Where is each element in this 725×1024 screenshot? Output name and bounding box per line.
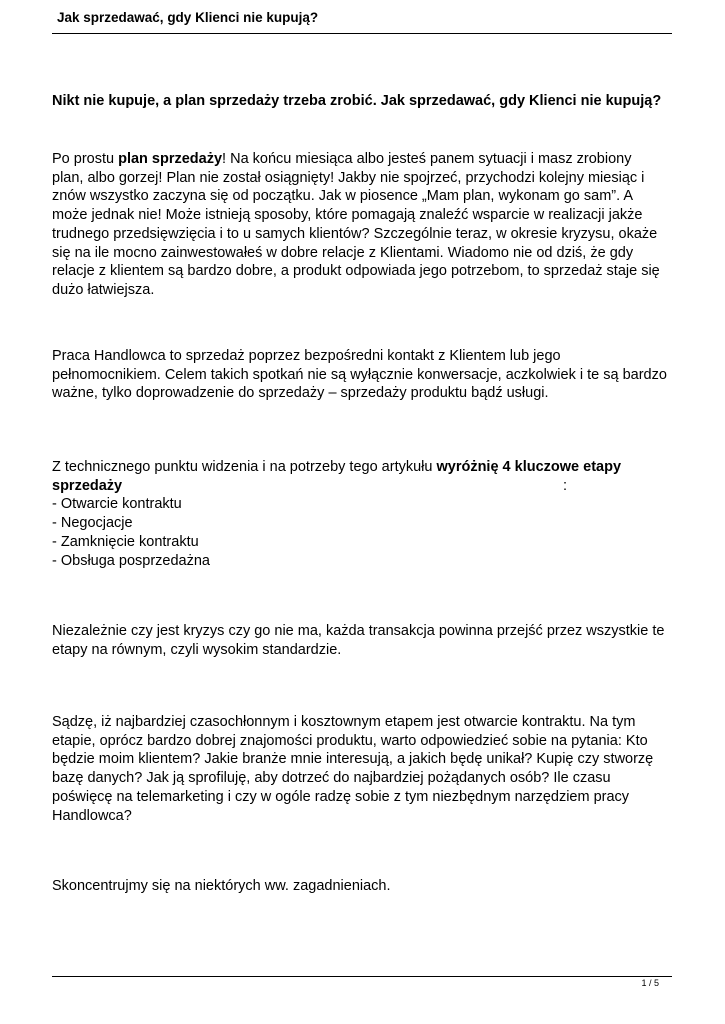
list-item: - Zamknięcie kontraktu — [52, 533, 199, 550]
paragraph-line: Sądzę, iż najbardziej czasochłonnym i kosztownym etapem jest otwarcie kontraktu. Na tym — [52, 714, 636, 730]
page-number: 1 / 5 — [641, 978, 659, 988]
bold-text: plan sprzedaży — [118, 151, 223, 167]
paragraph-line: Niezależnie czy jest kryzys czy go nie ma, każda transakcja powinna przejść przez wszystkie te — [52, 623, 665, 639]
paragraph-line: dużo łatwiejsza. — [52, 281, 155, 298]
paragraph-2 — [52, 347, 677, 403]
paragraph-line: plan, albo gorzej! Plan nie został osiągnięty! Jakby nie spojrzeć, przychodzi kolejny miesiąc i — [52, 169, 645, 186]
paragraph-line: będzie moim klientem? Jakie branże mnie interesują, a jakich będę unikał? Kupię czy stworzę — [52, 751, 654, 768]
paragraph-line: bazę danych? Jak ją sprofiluję, aby dotrzeć do najbardziej pożądanych osób? Ile czasu — [52, 770, 611, 787]
paragraph-line: może jednak nie! Może istnieją sposoby, które pomagają znaleźć wsparcie w realizacji jakże — [52, 207, 643, 224]
text-span: Z technicznego punktu widzenia i na potrzeby tego artykułu — [52, 459, 437, 475]
paragraph-line: się na ile mocno zainwestowałeś w dobre relacje z Klientami. Wiadomo nie od dziś, że gdy — [52, 244, 634, 261]
list-item: - Negocjacje — [52, 515, 133, 532]
paragraph-line — [52, 150, 677, 169]
footer-divider — [52, 976, 672, 977]
paragraph-4 — [52, 622, 677, 659]
paragraph-line: etapie, oprócz bardzo dobrej znajomości produktu, warto odpowiedzieć sobie na pytania: Kto — [52, 732, 648, 749]
paragraph-line: poświęcę na telemarketing i czy w ogóle radzę sobie z tym niezbędnym narzędziem pracy — [52, 788, 630, 805]
list-item: - Obsługa posprzedażna — [52, 552, 210, 569]
paragraph-line: trudnego przedsięwzięcia i to u samych klientów? Szczególnie teraz, w okresie kryzysu, okaże — [52, 225, 658, 242]
text-span: ! Na końcu miesiąca albo jesteś panem sytuacji i masz zrobiony — [222, 151, 632, 167]
paragraph-line — [52, 477, 677, 496]
paragraph-1 — [52, 150, 677, 300]
paragraph-line: relacje z klientem są bardzo dobre, a produkt odpowiada jego potrzebom, to sprzedaż staje się — [52, 263, 660, 280]
paragraph-line: Praca Handlowca to sprzedaż poprzez bezpośredni kontakt z Klientem lub jego — [52, 348, 561, 364]
bold-text: sprzedaży — [52, 477, 123, 494]
header-divider — [52, 33, 672, 34]
paragraph-3 — [52, 458, 677, 570]
article-heading: Nikt nie kupuje, a plan sprzedaży trzeba zrobić. Jak sprzedawać, gdy Klienci nie kupują? — [52, 93, 662, 109]
paragraph-line: pełnomocnikiem. Celem takich spotkań nie są wyłącznie konwersacje, aczkolwiek i te są bardzo — [52, 366, 667, 383]
paragraph-line: Skoncentrujmy się na niektórych ww. zagadnieniach. — [52, 878, 391, 894]
colon: : — [563, 477, 568, 494]
paragraph-line: Handlowca? — [52, 807, 132, 824]
bold-text: wyróżnię 4 kluczowe etapy — [436, 459, 622, 475]
paragraph-line: etapy na równym, czyli wysokim standardzie. — [52, 641, 342, 658]
paragraph-line: ważne, tylko doprowadzenie do sprzedaży – sprzedaży produktu bądź usługi. — [52, 385, 549, 402]
paragraph-6 — [52, 877, 677, 896]
text-span: Po prostu — [52, 151, 119, 167]
list-item: - Otwarcie kontraktu — [52, 496, 182, 513]
paragraph-line: znów wszystko zaczyna się od początku. Jak w piosence „Mam plan, wykonam go sam”. A — [52, 188, 634, 205]
page-header-title: Jak sprzedawać, gdy Klienci nie kupują? — [57, 10, 319, 25]
paragraph-line — [52, 458, 677, 477]
paragraph-5 — [52, 713, 677, 825]
